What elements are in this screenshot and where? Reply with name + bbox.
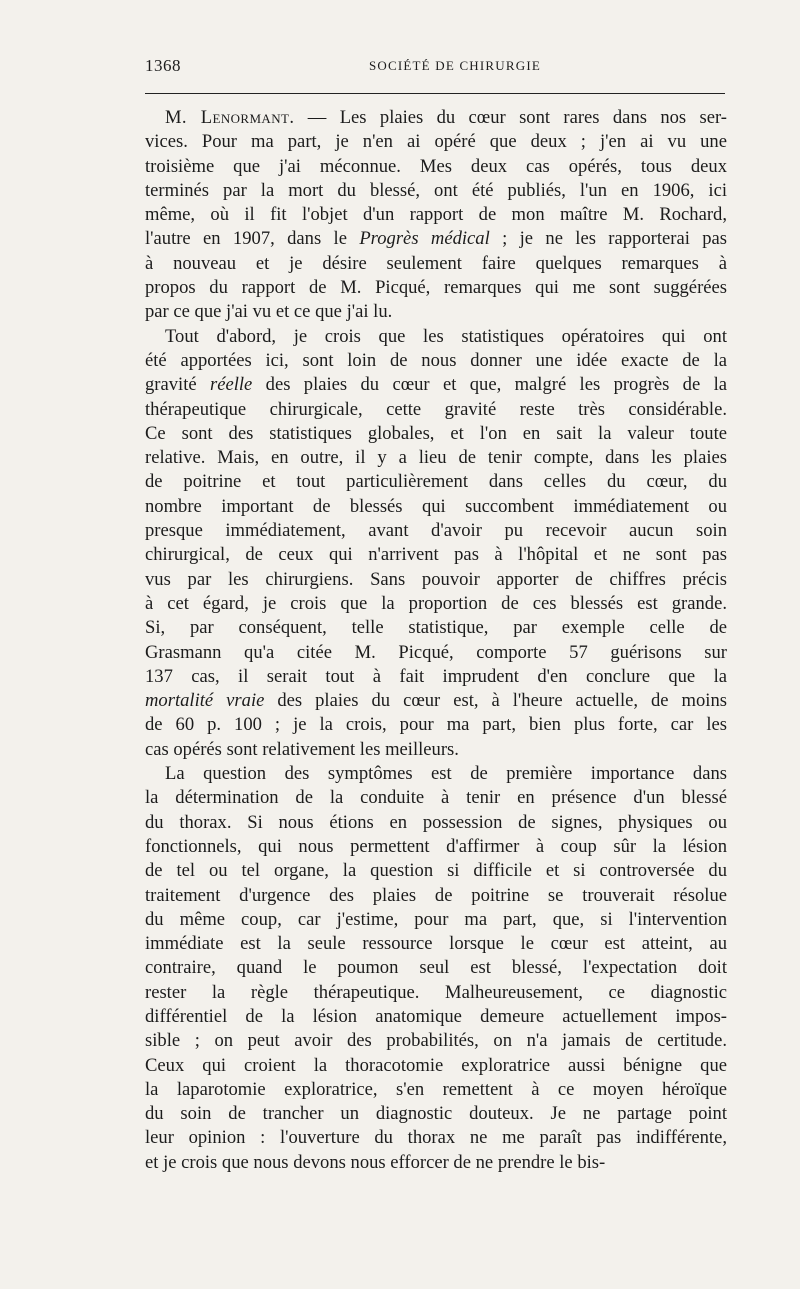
text-line: la détermination de la conduite à tenir en présence d'un blessé [145, 787, 727, 809]
text-line: Si, par conséquent, telle statistique, par exemple celle de [145, 617, 727, 639]
text-line: à nouveau et je désire seulement faire quelques remarques à [145, 252, 727, 274]
text-line: mortalité vraie des plaies du cœur est, à l'heure actuelle, de moins [145, 690, 727, 712]
text-line: du thorax. Si nous étions en possession de signes, physiques ou [145, 811, 727, 833]
text-line: Tout d'abord, je crois que les statistiques opératoires qui ont [165, 325, 727, 347]
text-line: différentiel de la lésion anatomique demeure actuellement impos- [145, 1005, 727, 1027]
text-line: de tel ou tel organe, la question si difficile et si controversée du [145, 860, 727, 882]
italic-phrase: mortalité vraie [145, 690, 265, 712]
header-rule [145, 93, 725, 94]
text-line: traitement d'urgence des plaies de poitrine se trouverait résolue [145, 884, 727, 906]
running-title: SOCIÉTÉ DE CHIRURGIE [368, 58, 542, 73]
text-line: La question des symptômes est de première importance dans [165, 763, 727, 785]
text-line: M. Lenormant. — Les plaies du cœur sont rares dans nos ser- [165, 107, 728, 128]
text-line: par ce que j'ai vu et ce que j'ai lu. [145, 301, 393, 323]
text-line: de 60 p. 100 ; je la crois, pour ma part, bien plus forte, car les [145, 714, 727, 736]
text-line: nombre important de blessés qui succombent immédiatement ou [145, 495, 727, 517]
text-line: Grasmann qu'a citée M. Picqué, comporte 57 guérisons sur [145, 641, 727, 663]
text-line: cas opérés sont relativement les meilleurs. [145, 738, 459, 760]
text-line: même, où il fit l'objet d'un rapport de mon maître M. Rochard, [145, 204, 727, 226]
text-line: presque immédiatement, avant d'avoir pu recevoir aucun soin [145, 520, 727, 542]
text-line: chirurgical, de ceux qui n'arrivent pas à l'hôpital et ne sont pas [145, 544, 727, 566]
text-line: et je crois que nous devons nous efforcer de ne prendre le bis- [145, 1151, 606, 1173]
text-line: relative. Mais, en outre, il y a lieu de tenir compte, dans les plaies [145, 447, 727, 469]
text-line: propos du rapport de M. Picqué, remarques qui me sont suggérées [145, 277, 727, 299]
text-line: la laparotomie exploratrice, s'en remettent à ce moyen héroïque [145, 1078, 727, 1100]
body-text [145, 106, 727, 1175]
text-line: vus par les chirurgiens. Sans pouvoir apporter de chiffres précis [145, 568, 727, 590]
page-number: 1368 [145, 56, 181, 75]
text-line: de poitrine et tout particulièrement dans celles du cœur, du [145, 471, 727, 493]
text-line: vices. Pour ma part, je n'en ai opéré que deux ; j'en ai vu une [145, 131, 727, 153]
text-line: l'autre en 1907, dans le Progrès médical ; je ne les rapporterai pas [145, 228, 727, 250]
text-line: troisième que j'ai méconnue. Mes deux cas opérés, tous deux [145, 155, 727, 177]
text-line: du soin de trancher un diagnostic douteux. Je ne partage point [145, 1103, 727, 1125]
text-line: gravité réelle des plaies du cœur et que, malgré les progrès de la [145, 374, 727, 396]
text-line: à cet égard, je crois que la proportion de ces blessés est grande. [145, 592, 727, 614]
italic-phrase: Progrès médical [359, 228, 490, 250]
text-line: immédiate est la seule ressource lorsque le cœur est atteint, au [145, 933, 727, 955]
text-line: rester la règle thérapeutique. Malheureusement, ce diagnostic [145, 981, 727, 1003]
text-line: fonctionnels, qui nous permettent d'affirmer à coup sûr la lésion [145, 835, 727, 857]
page-header [145, 56, 725, 78]
text-line: leur opinion : l'ouverture du thorax ne me paraît pas indifférente, [145, 1127, 727, 1149]
text-line: contraire, quand le poumon seul est blessé, l'expectation doit [145, 957, 727, 979]
text-line: été apportées ici, sont loin de nous donner une idée exacte de la [145, 349, 727, 371]
text-line: terminés par la mort du blessé, ont été publiés, l'un en 1906, ici [145, 179, 727, 201]
text-line: thérapeutique chirurgicale, cette gravité reste très considérable. [145, 398, 727, 420]
text-line: du même coup, car j'estime, pour ma part, que, si l'intervention [145, 908, 727, 930]
text-line: Ceux qui croient la thoracotomie exploratrice aussi bénigne que [145, 1054, 727, 1076]
text-line: Ce sont des statistiques globales, et l'on en sait la valeur toute [145, 422, 727, 444]
speaker-name: M. Lenormant. [165, 107, 295, 128]
text-line: sible ; on peut avoir des probabilités, on n'a jamais de certitude. [145, 1030, 727, 1052]
text-line: 137 cas, il serait tout à fait imprudent d'en conclure que la [145, 665, 727, 687]
italic-phrase: réelle [209, 374, 253, 396]
